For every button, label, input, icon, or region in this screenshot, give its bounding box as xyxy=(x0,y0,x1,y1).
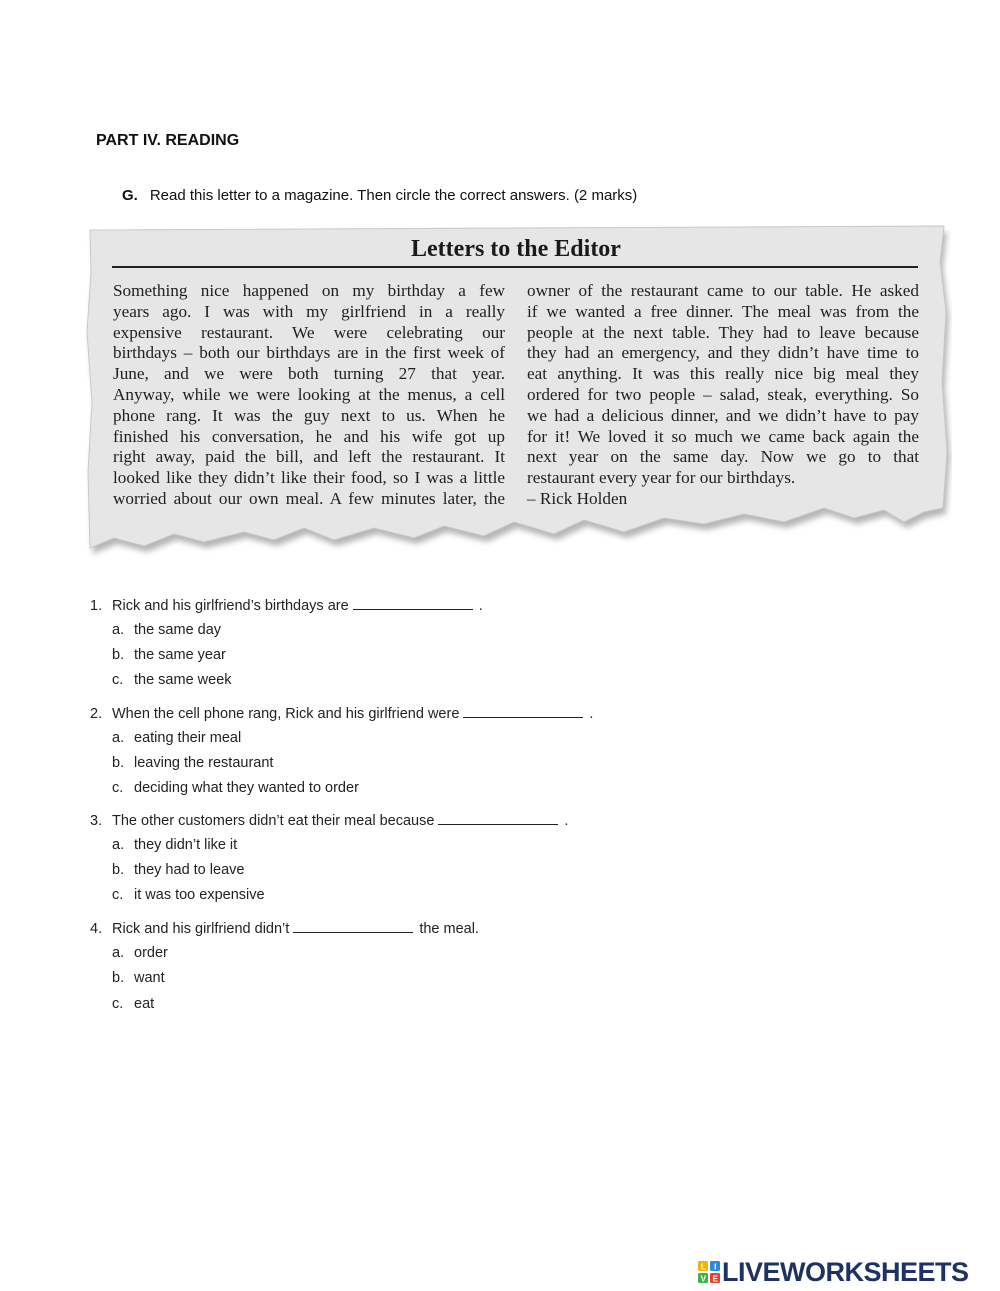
question-number: 1. xyxy=(90,598,103,614)
option-text: it was too expensive xyxy=(134,887,265,903)
article-line: next year on the same day. Now we go to that xyxy=(527,447,919,467)
option-text: the same day xyxy=(134,622,222,638)
article-line: we had a delicious dinner, and we didn’t have to pay xyxy=(527,405,919,425)
option-text: deciding what they wanted to order xyxy=(134,780,359,796)
article-column-right xyxy=(527,281,919,510)
question-text-end: . xyxy=(478,598,483,614)
title-divider xyxy=(112,266,918,268)
article-line: they had an emergency, and they didn’t have time to xyxy=(527,343,919,363)
article-column-left xyxy=(113,281,505,510)
option-letter: b. xyxy=(112,647,125,663)
question-number: 2. xyxy=(90,706,103,722)
option-text: they had to leave xyxy=(134,862,245,878)
option-text: want xyxy=(134,970,165,986)
option-3c[interactable] xyxy=(112,887,265,903)
option-2c[interactable] xyxy=(112,780,359,796)
option-text: leaving the restaurant xyxy=(134,755,274,771)
option-letter: c. xyxy=(112,996,124,1012)
article-line: worried about our own meal. A few minutes later, the xyxy=(113,488,505,508)
logo-mark-letter: E xyxy=(712,1274,718,1283)
option-letter: a. xyxy=(112,622,125,638)
option-text: order xyxy=(134,945,168,961)
question-text: The other customers didn’t eat their meal because xyxy=(112,813,435,829)
article-signature: – Rick Holden xyxy=(527,488,628,508)
article-line: ordered for two people – salad, steak, everything. So xyxy=(527,384,919,404)
option-letter: a. xyxy=(112,730,125,746)
article-line: right away, paid the bill, and left the restaurant. It xyxy=(113,447,505,467)
liveworksheets-logo xyxy=(698,1257,969,1288)
answer-blank[interactable] xyxy=(293,920,413,933)
option-letter: a. xyxy=(112,837,125,853)
question-number: 4. xyxy=(90,921,103,937)
option-letter: a. xyxy=(112,945,125,961)
option-letter: c. xyxy=(112,780,124,796)
option-3a[interactable] xyxy=(112,837,237,853)
article-line: Anyway, while we were looking at the menus, a cell xyxy=(113,384,505,404)
option-2b[interactable] xyxy=(112,755,273,771)
article-title: Letters to the Editor xyxy=(411,236,621,262)
question-2 xyxy=(90,705,593,722)
article-line: Something nice happened on my birthday a few xyxy=(113,281,505,300)
question-3 xyxy=(90,812,568,829)
logo-mark-letter: V xyxy=(700,1274,706,1283)
liveworksheets-logo-icon xyxy=(698,1261,720,1283)
option-2a[interactable] xyxy=(112,730,241,746)
option-letter: c. xyxy=(112,672,124,688)
article-line: expensive restaurant. We were celebrating our xyxy=(113,322,505,342)
instruction-letter: G. xyxy=(122,187,138,204)
article-line: owner of the restaurant came to our table. He asked xyxy=(527,281,919,300)
answer-blank[interactable] xyxy=(463,705,583,718)
option-text: the same week xyxy=(134,672,232,688)
instruction-text: Read this letter to a magazine. Then circle the correct answers. xyxy=(149,187,570,204)
option-text: eat xyxy=(134,996,155,1012)
answer-blank[interactable] xyxy=(353,597,473,610)
option-4a[interactable] xyxy=(112,945,168,961)
question-4 xyxy=(90,920,479,937)
question-text-end: . xyxy=(564,813,569,829)
option-letter: b. xyxy=(112,862,125,878)
option-4b[interactable] xyxy=(112,970,165,986)
question-number: 3. xyxy=(90,813,103,829)
question-text: Rick and his girlfriend’s birthdays are xyxy=(112,598,349,614)
logo-mark-letter: L xyxy=(700,1262,706,1272)
option-1a[interactable] xyxy=(112,622,221,638)
article-line: eat anything. It was this really nice big meal they xyxy=(527,364,919,384)
logo-mark-letter: I xyxy=(714,1262,716,1272)
instruction xyxy=(122,187,637,204)
option-4c[interactable] xyxy=(112,996,154,1012)
option-text: eating their meal xyxy=(134,730,242,746)
article-line: people at the next table. They had to leave because xyxy=(527,322,919,342)
option-1c[interactable] xyxy=(112,672,232,688)
question-text-end: the meal. xyxy=(419,921,479,937)
option-letter: b. xyxy=(112,755,125,771)
article-line: if we wanted a free dinner. The meal was from the xyxy=(527,301,919,321)
article-line: restaurant every year for our birthdays. xyxy=(527,468,796,488)
article-line: phone rang. It was the guy next to us. When he xyxy=(113,405,505,425)
article-line: June, and we were both turning 27 that year. xyxy=(113,364,505,384)
question-1 xyxy=(90,597,483,614)
part-title: PART IV. READING xyxy=(96,132,240,149)
option-letter: c. xyxy=(112,887,124,903)
article-line: finished his conversation, he and his wife got up xyxy=(113,426,505,446)
question-text-end: . xyxy=(589,706,594,722)
option-1b[interactable] xyxy=(112,647,226,663)
option-letter: b. xyxy=(112,970,125,986)
instruction-marks: (2 marks) xyxy=(573,187,638,204)
option-text: the same year xyxy=(134,647,226,663)
article-line: birthdays – both our birthdays are in the first week of xyxy=(113,343,505,363)
liveworksheets-logo-text: LIVEWORKSHEETS xyxy=(722,1257,969,1287)
question-text: When the cell phone rang, Rick and his girlfriend were xyxy=(112,706,460,722)
article-line: looked like they didn’t like their food, so I was a little xyxy=(113,468,505,488)
option-3b[interactable] xyxy=(112,862,244,878)
article-line: years ago. I was with my girlfriend in a really xyxy=(113,301,505,321)
option-text: they didn’t like it xyxy=(134,837,238,853)
article-line: for it! We loved it so much we came back again the xyxy=(527,426,919,446)
question-text: Rick and his girlfriend didn’t xyxy=(112,921,290,937)
answer-blank[interactable] xyxy=(438,812,558,825)
